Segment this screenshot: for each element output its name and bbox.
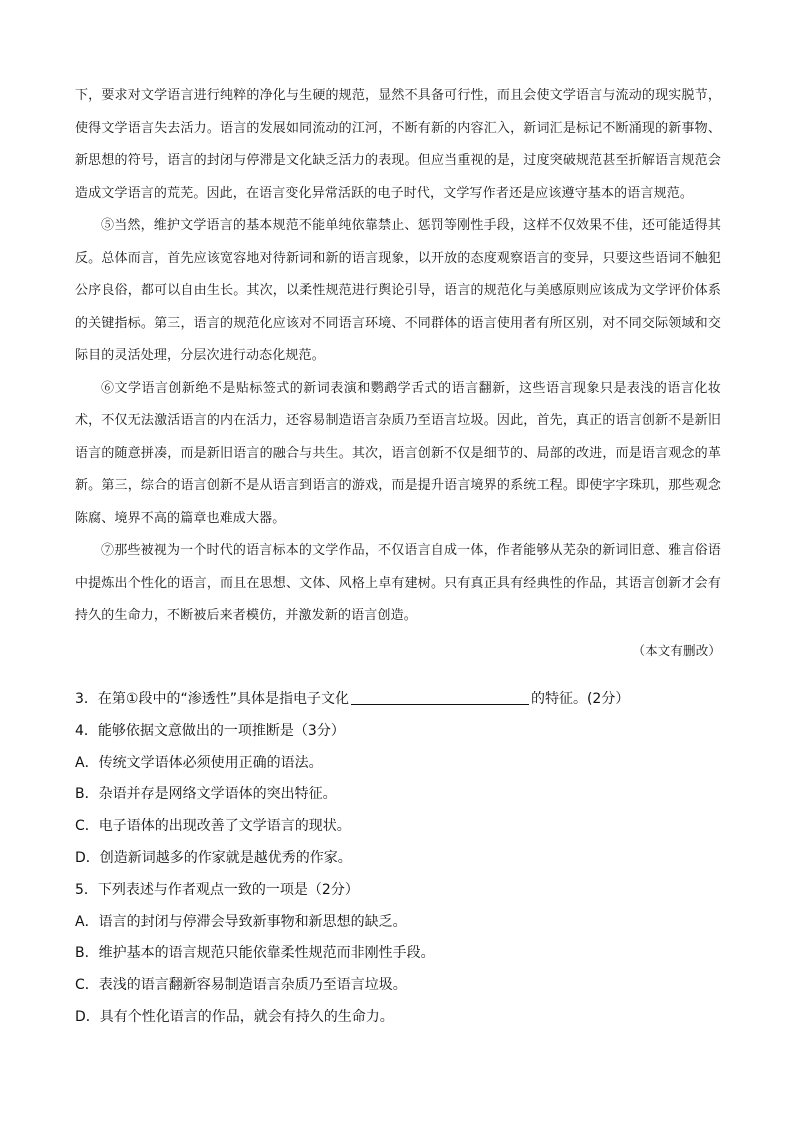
paragraph-5: ⑤当然，维护文学语言的基本规范不能单纯依靠禁止、惩罚等刚性手段，这样不仅效果不佳，还可能适得其反。总体而言，首先应该宽容地对待新词和新的语言现象，以开放的态度观察语言的变异，只要这些语词不触犯公序良俗，都可以自由生长。其次，以柔性规范进行舆论引导，语言的规范化与美感原则应该成为文学评价体系的关键指标。第三，语言的规范化应该对不同语言环境、不同群体的语言使用者有所区别，对不同交际领域和交际目的灵活处理，分层次进行动态化规范。 — [75, 218, 721, 363]
question-3 — [75, 684, 721, 716]
question-4-option-a: A．传统文学语体必须使用正确的语法。 — [75, 754, 323, 771]
paragraph-4-continuation: 下，要求对文学语言进行纯粹的净化与生硬的规范，显然不具备可行性，而且会使文学语言与流动的现实脱节，使得文学语言失去活力。语言的发展如同流动的江河，不断有新的内容汇入，新词汇是标记不断涌现的新事物、新思想的符号，语言的封闭与停滞是文化缺乏活力的表现。但应当重视的是，过度突破规范甚至折解语言规范会造成文学语言的荒芜。因此，在语言变化异常活跃的电子时代，文学写作者还是应该遵守基本的语言规范。 — [75, 88, 721, 201]
question-3-prefix: 3．在第①段中的“渗透性”具体是指电子文化 — [75, 691, 349, 707]
question-4-stem: 4．能够依据文意做出的一项推断是（3分） — [75, 722, 345, 739]
answer-blank[interactable] — [351, 689, 529, 705]
question-5-option-c: C．表浅的语言翻新容易制造语言杂质乃至语言垃圾。 — [75, 977, 407, 994]
question-3-suffix: 的特征。(2分） — [530, 691, 630, 707]
reading-passage — [75, 80, 721, 667]
source-note: （本文有删改） — [632, 642, 721, 658]
paragraph-6: ⑥文学语言创新绝不是贴标签式的新词表演和鹦鹉学舌式的语言翻新，这些语言现象只是表浅的语言化妆术，不仅无法激活语言的内在活力，还容易制造语言杂质乃至语言垃圾。因此，首先，真正的语言创新不是新旧语言的随意拼凑，而是新旧语言的融合与共生。其次，语言创新不仅是细节的、局部的改进，而是语言观念的革新。第三，综合的语言创新不是从语言到语言的游戏，而是提升语言境界的系统工程。即使字字珠玑，那些观念陈腐、境界不高的篇章也难成大器。 — [75, 380, 721, 526]
question-section — [75, 684, 721, 1034]
question-5-stem: 5．下列表述与作者观点一致的一项是（2分） — [75, 881, 359, 898]
question-4-option-c: C．电子语体的出现改善了文学语言的现状。 — [75, 818, 351, 835]
paragraph-7: ⑦那些被视为一个时代的语言标本的文学作品，不仅语言自成一体，作者能够从芜杂的新词旧意、雅言俗语中提炼出个性化的语言，而且在思想、文体、风格上卓有建树。只有真正具有经典性的作品，其语言创新才会有持久的生命力，不断被后来者模仿，并激发新的语言创造。 — [75, 543, 721, 623]
question-5-option-a: A．语言的封闭与停滞会导致新事物和新思想的缺乏。 — [75, 913, 407, 930]
question-5-option-b: B．维护基本的语言规范只能依靠柔性规范而非刚性手段。 — [75, 945, 435, 962]
question-4-option-d: D．创造新词越多的作家就是越优秀的作家。 — [75, 849, 352, 866]
question-5-option-d: D．具有个性化语言的作品，就会有持久的生命力。 — [75, 1008, 394, 1025]
question-4-option-b: B．杂语并存是网络文学语体的突出特征。 — [75, 786, 337, 803]
